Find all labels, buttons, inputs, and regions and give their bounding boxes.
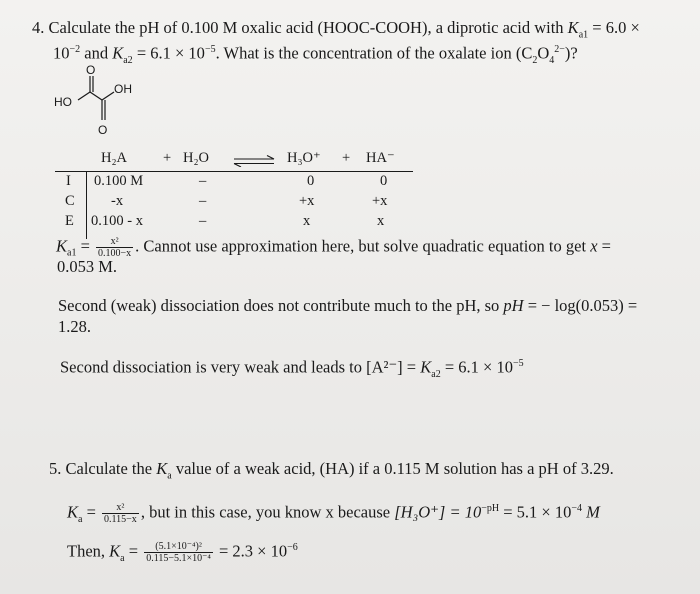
question-4-line-2: $10^{-2}$ and $K_{a2} = 6.1 \times 10^{-5}$. What is the concentration of the oxalate ion $(C_2O_4^{2-})$? <box>53 43 578 66</box>
ice-header-h2o: H₂O <box>183 150 209 166</box>
ice-cell: +x <box>299 193 315 209</box>
q5-ka-result-fraction: $\frac{\text{(5.1×10⁻⁴)²}}{\text{0.115−5.1×10⁻⁴}}$ <box>146 541 211 565</box>
ice-header-h2a: H₂A <box>101 150 127 166</box>
ice-cell: – <box>199 173 207 189</box>
ice-header-line <box>55 171 413 172</box>
ph-result: 1.28. <box>58 317 91 336</box>
molecule-o-top: O <box>86 64 96 77</box>
ice-cell: 0.100 M <box>94 173 144 189</box>
equilibrium-arrows-icon <box>231 155 277 167</box>
ice-cell: -x <box>111 193 124 209</box>
second-dissociation-ph-line: Second (weak) dissociation does not contribute much to the pH, so pH = − log(0.053) = <box>58 296 638 315</box>
ice-cell: x <box>303 213 311 229</box>
ice-header-plus-2: + <box>342 150 351 166</box>
ice-header-ha: HA⁻ <box>366 150 395 166</box>
ice-cell: 0 <box>307 173 315 189</box>
q5-ka-expression-line: $K_a$ = $\frac{\text{x²}}{0.115-x}$ , but in this case, you know x because $[H_3O^+] = 10^{-pH} = 5.1 \times 10^{-4}$ M <box>67 502 600 526</box>
molecule-ho: HO <box>54 95 72 109</box>
ice-cell: – <box>199 193 207 209</box>
ice-header-h3o: H₃O⁺ <box>287 150 321 166</box>
ice-cell: +x <box>372 193 388 209</box>
oxalic-acid-structure <box>54 64 164 144</box>
q5-ka-result-line: Then, $K_a$ = $\frac{\text{(5.1×10⁻⁴)²}}{\text{0.115−5.1×10⁻⁴}}$ = $2.3 \times 10^{-6}$ <box>67 541 298 565</box>
ka1-quadratic-line: $K_{a1}$ = $\frac{\text{x²}}{0.100-x}$ . Cannot use approximation here, but solve quadratic equation to get x = <box>56 236 611 259</box>
ice-cell: x <box>377 213 385 229</box>
ice-label-divider <box>86 171 87 239</box>
ice-row-label: C <box>65 193 75 209</box>
question-4-line-1: 4. Calculate the pH of 0.100 M oxalic acid (HOOC-COOH), a diprotic acid with $K_{a1} = 6.0$ × <box>32 18 640 41</box>
ka1-fraction: $\frac{\text{x²}}{0.100-x}$ <box>98 236 132 259</box>
molecule-o-bottom: O <box>98 123 108 137</box>
ice-cell: 0 <box>380 173 388 189</box>
ice-cell: 0.100 - x <box>91 213 143 229</box>
x-result: 0.053 M. <box>57 257 118 276</box>
ice-header-plus-1: + <box>163 150 172 166</box>
ice-cell: – <box>199 213 207 229</box>
q5-ka-fraction: $\frac{\text{x²}}{0.115-x}$ <box>104 502 137 526</box>
oxalate-concentration-line: Second dissociation is very weak and leads to $[A^{2-}] = K_{a2} = 6.1 \times 10^{-5}$ <box>60 357 524 380</box>
molecule-oh: OH <box>114 82 132 96</box>
ice-row-label: I <box>66 173 71 189</box>
ice-row-label: E <box>65 213 74 229</box>
question-5-line: 5. Calculate the $K_a$ value of a weak acid, (HA) if a 0.115 M solution has a pH of 3.29. <box>49 459 614 482</box>
